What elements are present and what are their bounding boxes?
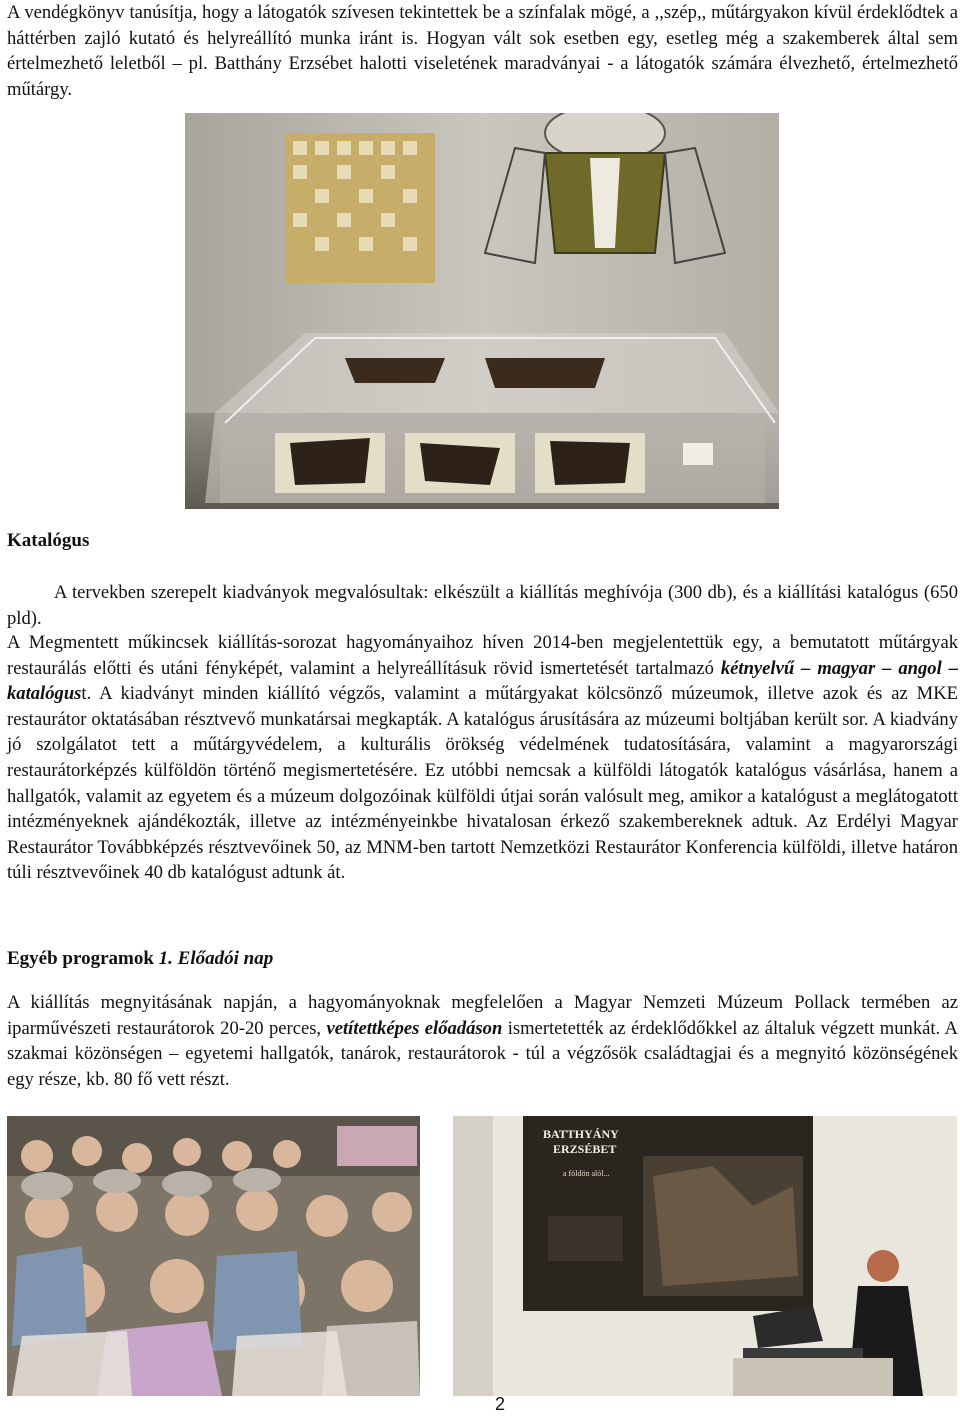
slide-subtitle: a földön alól... — [563, 1169, 610, 1178]
katalogus-paragraph-2 — [7, 630, 958, 886]
slide-title-line-1: BATTHYÁNY — [543, 1127, 619, 1141]
presentation-photo — [453, 1116, 957, 1396]
programs-heading-sub: 1. Előadói nap — [158, 948, 274, 969]
katalogus-p2-emphasis: kétnyelvű – magyar – angol – katalógus — [7, 657, 958, 705]
katalogus-p2-text-before: A Megmentett műkincsek kiállítás-sorozat hagyományaihoz híven 2014-ben megjelentettük egy, a bemutatott műtárgyak restaurálás előtti és utáni fényképét, valamint a helyreállításuk rövid ismertetését tartalmazó — [7, 632, 958, 679]
programs-text-before: A kiállítás megnyitásának napján, a hagyományoknak megfelelően a Magyar Nemzeti Múzeum Pollack termében az iparművészeti restaurátorok 20-20 perces, — [7, 992, 958, 1039]
intro-paragraph: A vendégkönyv tanúsítja, hogy a látogatók szívesen tekintettek be a színfalak mögé, a ,,szép,, műtárgyakon kívül érdeklődtek a háttérben zajló kutató és helyreállító munka iránt is. Hogyan vált sok esetben egy, esetleg még a szakemberek által sem értelmezhető leletből – pl. Batthány Erzsébet halotti viseletének maradványai - a látogatók számára élvezhető, értelmezhető műtárgy. — [7, 2, 958, 100]
programs-emphasis: vetítettképes előadáson — [326, 1017, 503, 1039]
slide-title-line-2: ERZSÉBET — [553, 1142, 617, 1156]
katalogus-p2-text-after: t. A kiadványt minden kiállító végzős, valamint a műtárgyakat kölcsönző múzeumok, illetve azok és az MKE restaurátor oktatásában résztvevő munkatársai megkapták. A katalógus árusítására az múzeumi boltjában került sor. A kiadvány jó szolgálatot tett a műtárgyvédelem, a kulturális örökség védelmének tudatosítására, valamint a magyarországi restaurátorképzés külföldön történő megismertetésére. Ez utóbbi nemcsak a külföldi látogatók katalógus vásárlása, hanem a hallgatók, valamit az egyetem és a múzeum dolgozóinak külföldi útjai során valósult meg, amikor a katalógust a meglátogatott intézményeknek ajándékozták, illetve az intézményeinkbe hivatalosan érkező szakembereknek adtuk. Az Erdélyi Magyar Restaurátor Továbbképzés résztvevőinek 50, az MNM-ben tartott Nemzetközi Restaurátor Konferencia külföldi, illetve határon túli résztvevőinek 40 db katalógust adtunk át. — [7, 683, 958, 884]
programs-paragraph — [7, 990, 958, 1092]
katalogus-paragraph-1: A tervekben szerepelt kiadványok megvalósultak: elkészült a kiállítás meghívója (300 db), és a kiállítási katalógus (650 pld). — [7, 582, 958, 629]
programs-heading — [7, 948, 273, 970]
exhibition-display-photo — [185, 113, 779, 509]
programs-text-after: ismertetették az érdeklődőkkel az általuk végzett munkát. A szakmai közönségen – egyetemi hallgatók, tanárok, restaurátorok - túl a végzősök családtagjai és a megnyitó közönségének egy része, kb. 80 fő vett részt. — [7, 1017, 958, 1090]
page-number: 2 — [494, 1394, 505, 1414]
katalogus-heading: Katalógus — [7, 530, 90, 551]
programs-heading-main: Egyéb programok — [7, 948, 159, 969]
audience-photo — [7, 1116, 420, 1396]
